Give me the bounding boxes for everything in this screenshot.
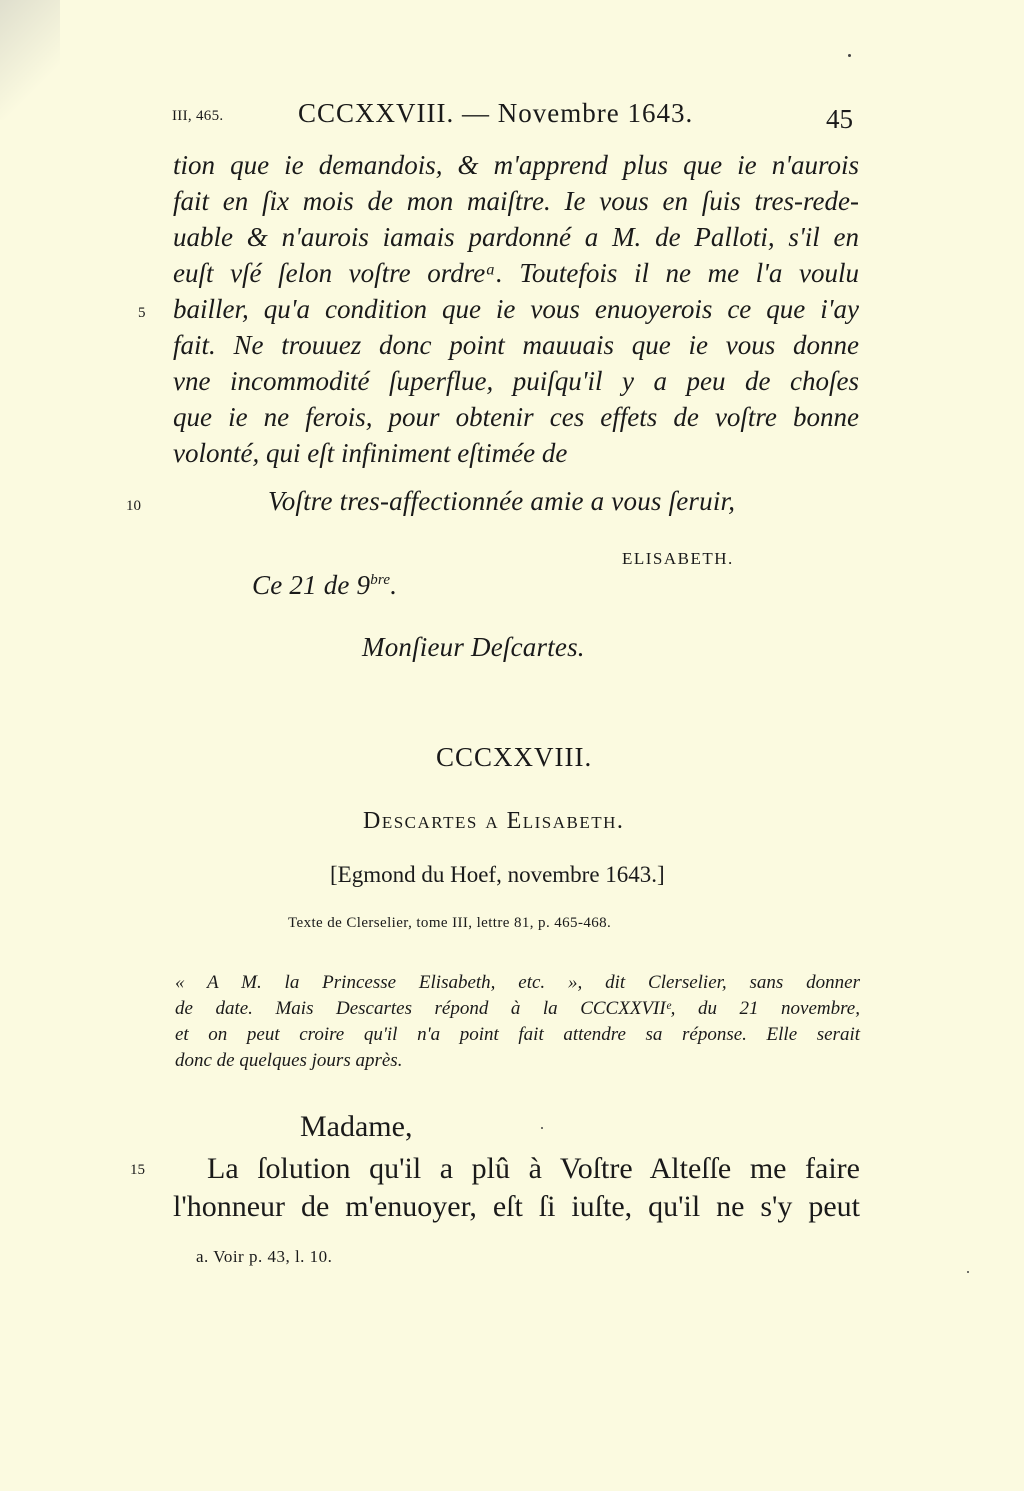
editorial-note-line: donc de quelques jours après. [175, 1050, 403, 1071]
place-date: [Egmond du Hoef, novembre 1643.] [330, 862, 665, 887]
scan-edge-shadow [0, 0, 60, 120]
header-volume-reference: III, 465. [172, 108, 224, 124]
letter-heading: Descartes a Elisabeth. [363, 808, 625, 834]
letter-number: CCCXXVIII. [436, 742, 593, 772]
letter-line: que ie ne ferois, pour obtenir ces effets de voſtre bonne [173, 402, 859, 432]
editorial-note-line: et on peut croire qu'il n'a point fait attendre sa réponse. Elle serait [175, 1024, 860, 1045]
page-number: 45 [826, 104, 853, 134]
letter-line: tion que ie demandois, & m'apprend plus que ie n'aurois [173, 150, 859, 180]
letter-line: volonté, qui eſt infiniment eſtimée de [173, 438, 568, 468]
reply-line: La ſolution qu'il a plû à Voſtre Alteſſe me faire [207, 1152, 860, 1185]
addressee: Monſieur Deſcartes. [362, 632, 585, 662]
header-title: CCCXXVIII. — Novembre 1643. [298, 98, 694, 128]
reply-line: l'honneur de m'enuoyer, eſt ſi iuſte, qu'il ne s'y peut [173, 1190, 860, 1223]
scan-speck [848, 54, 851, 57]
letter-line: fait. Ne trouuez donc point mauuais que ie vous donne [173, 330, 859, 360]
letter-line: fait en ſix mois de mon maiſtre. Ie vous en ſuis tres-rede- [173, 186, 859, 216]
salutation: Madame, [300, 1110, 413, 1143]
signature: ELISABETH. [622, 549, 734, 568]
line-number: 5 [138, 305, 146, 321]
letter-line: euſt vſé ſelon voſtre ordreᵃ. Toutefois il ne me l'a voulu [173, 258, 859, 288]
letter-line: vne incommodité ſuperflue, puiſqu'il y a peu de choſes [173, 366, 859, 396]
closing-formula: Voſtre tres-affectionnée amie a vous ſeruir, [268, 486, 736, 516]
editorial-note-line: de date. Mais Descartes répond à la CCCXXVIIᵉ, du 21 novembre, [175, 998, 860, 1019]
letter-line: uable & n'aurois iamais pardonné a M. de Palloti, s'il en [173, 222, 859, 252]
scan-speck [541, 1127, 543, 1129]
footnote: a. Voir p. 43, l. 10. [196, 1247, 333, 1266]
letter-line: bailler, qu'a condition que ie vous enuoyerois ce que i'ay [173, 294, 859, 324]
scan-speck [967, 1271, 969, 1273]
line-number: 10 [126, 498, 141, 514]
line-number: 15 [130, 1162, 145, 1178]
letter-date: Ce 21 de $9^{bre}$. [252, 570, 398, 600]
editorial-note-line: « A M. la Princesse Elisabeth, etc. », dit Clerselier, sans donner [175, 972, 860, 993]
source-note: Texte de Clerselier, tome III, lettre 81, p. 465-468. [288, 915, 612, 931]
